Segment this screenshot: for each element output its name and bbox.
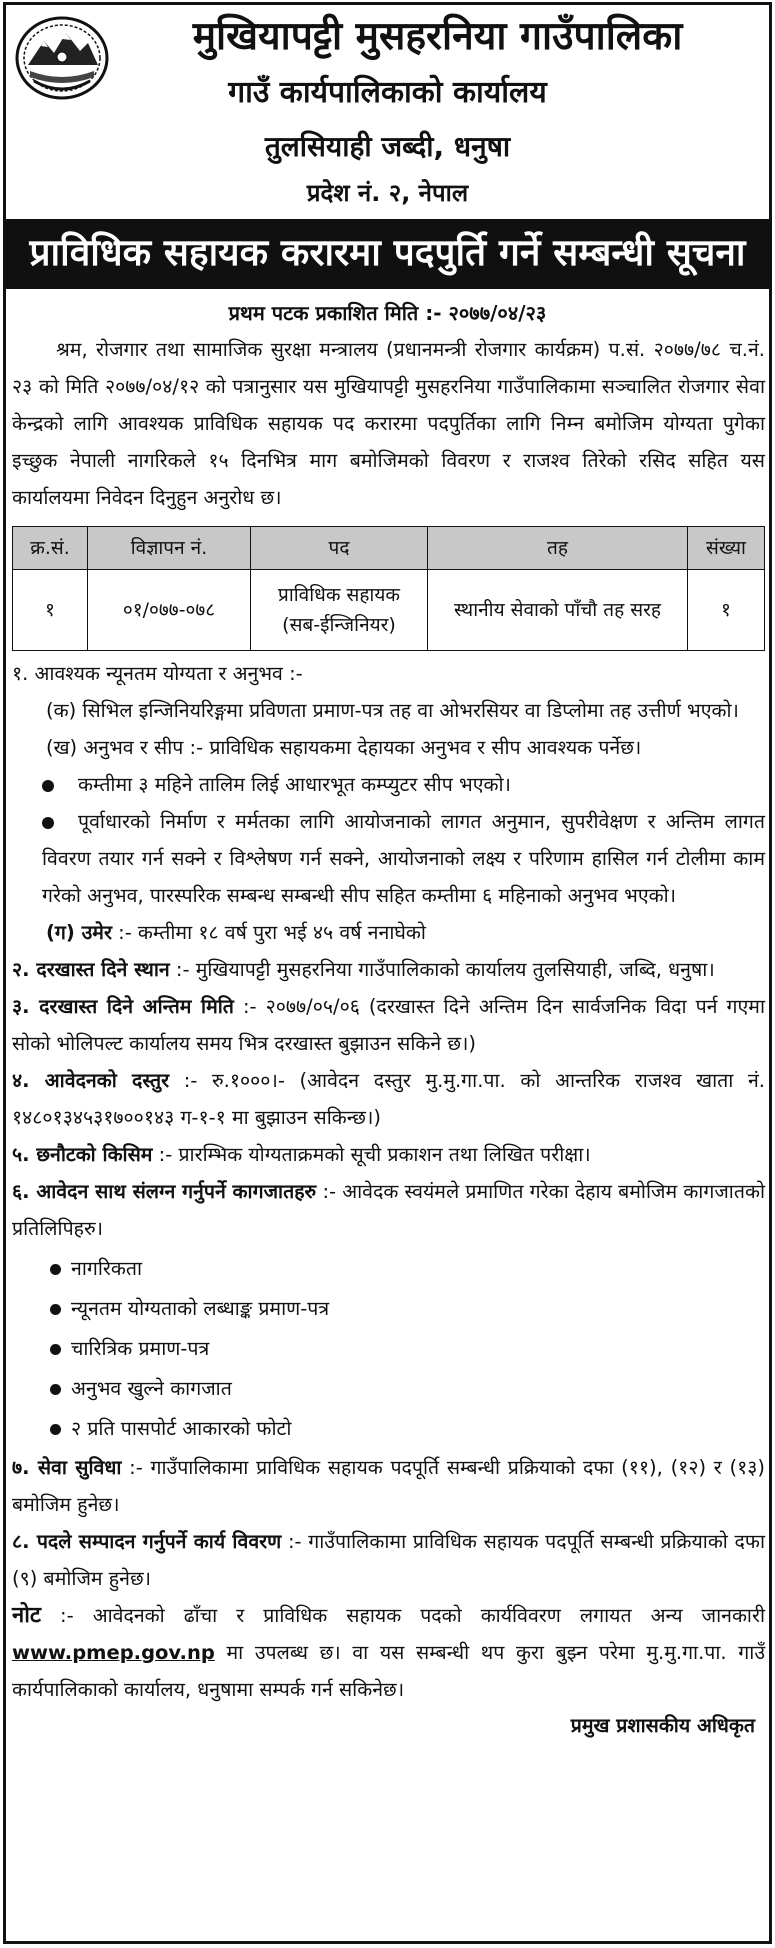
section-2 <box>12 951 765 988</box>
bullet-icon <box>50 1264 61 1275</box>
notice-page <box>3 2 772 1944</box>
section-5-text: :- प्रारम्भिक योग्यताक्रमको सूची प्रकाशन तथा लिखित परीक्षा। <box>158 1143 591 1166</box>
header <box>6 5 769 219</box>
bullet-icon <box>50 1304 61 1315</box>
pmep-website-link[interactable]: www.pmep.gov.np <box>12 1641 215 1664</box>
bullet-icon <box>42 780 54 792</box>
section-6-label: ६. आवेदन साथ संलग्न गर्नुपर्ने कागजातहरु <box>12 1180 317 1203</box>
section-7-label: ७. सेवा सुविधा <box>12 1456 122 1479</box>
cell-adv-no: ०१/०७७-०७८ <box>88 570 251 651</box>
bullet-2-text: पूर्वाधारको निर्माण र मर्मतका लागि आयोजनाको लागत अनुमान, सुपरीवेक्षण र अन्तिम लागत विवरण तयार गर्न सक्ने र विश्लेषण गर्न सक्ने, आयोजनाको लक्ष्य र परिणाम हासिल गर्न टोलीमा काम गरेको अनुभव, पारस्परिक सम्बन्ध सम्बन्धी सीप सहित कम्तीमा ६ महिनाको अनुभव भएको। <box>42 810 765 907</box>
section-4 <box>12 1062 765 1136</box>
col-post: पद <box>251 527 428 570</box>
age-text: :- कम्तीमा १८ वर्ष पुरा भई ४५ वर्ष ननाघेको <box>118 921 426 944</box>
published-date: प्रथम पटक प्रकाशित मिति :- २०७७/०४/२३ <box>228 301 547 325</box>
bullet-icon <box>50 1384 61 1395</box>
list-item <box>50 1329 765 1369</box>
experience-bullet-2 <box>42 803 765 914</box>
section-5-label: ५. छनौटको किसिम <box>12 1143 153 1166</box>
col-adv-no: विज्ञापन नं. <box>88 527 251 570</box>
org-name: मुखियापट्टी मुसहरनिया गाउँपालिका <box>192 14 683 59</box>
post-name: प्राविधिक सहायक <box>278 584 400 606</box>
section-1-title: १. आवश्यक न्यूनतम योग्यता र अनुभव :- <box>12 662 303 685</box>
office-name: गाउँ कार्यपालिकाको कार्यालय <box>228 75 547 110</box>
notice-title: प्राविधिक सहायक करारमा पदपुर्ति गर्ने सम्बन्धी सूचना <box>6 219 769 289</box>
section-5 <box>12 1136 765 1173</box>
section-3 <box>12 988 765 1062</box>
document-item-text: २ प्रति पासपोर्ट आकारको फोटो <box>71 1417 292 1440</box>
table-header-row <box>13 527 765 570</box>
intro-paragraph: श्रम, रोजगार तथा सामाजिक सुरक्षा मन्त्रालय (प्रधानमन्त्री रोजगार कार्यक्रम) प.सं. २०७७/७८ च.नं. २३ को मिति २०७७/०४/१२ को पत्रानुसार यस मुखियापट्टी मुसहरनिया गाउँपालिकामा सञ्चालित रोजगार सेवा केन्द्रको लागि आवश्यक प्राविधिक सहायक पद करारमा पदपुर्तिका लागि निम्न बमोजिम योग्यता पुगेका इच्छुक नेपाली नागरिकले १५ दिनभित्र माग बमोजिमको विवरण र राजश्व तिरेको रसिद सहित यस कार्यालयमा निवेदन दिनुहुन अनुरोध छ। <box>12 338 765 509</box>
bullet-icon <box>50 1424 61 1435</box>
table-row <box>13 570 765 651</box>
section-6-text: :- आवेदक स्वयंमले प्रमाणित गरेका देहाय बमोजिम कागजातको प्रतिलिपिहरु। <box>12 1180 766 1240</box>
section-4-label: ४. आवेदनको दस्तुर <box>12 1069 170 1092</box>
note <box>12 1597 765 1708</box>
document-item-text: चारित्रिक प्रमाण-पत्र <box>71 1337 210 1360</box>
section-4-text: :- रु.१०००।- (आवेदन दस्तुर मु.मु.गा.पा. को आन्तरिक राजश्व खाता नं. १४८०१३४५३१७००१४३ ग-१-१ मा बुझाउन सकिन्छ।) <box>12 1069 765 1129</box>
bullet-icon <box>42 817 54 829</box>
signature: प्रमुख प्रशासकीय अधिकृत <box>570 1714 755 1737</box>
vacancy-table <box>12 526 765 651</box>
note-text-2: मा उपलब्ध छ। वा यस सम्बन्धी थप कुरा बुझ्न परेमा मु.मु.गा.पा. गाउँ कार्यपालिकाको कार्यालय, धनुषामा सम्पर्क गर्न सकिनेछ। <box>12 1641 765 1701</box>
cell-count: १ <box>688 570 765 651</box>
list-item <box>50 1249 765 1289</box>
experience-kha: (ख) अनुभव र सीप :- प्राविधिक सहायकमा देहायका अनुभव र सीप आवश्यक पर्नेछ। <box>46 736 642 759</box>
section-3-label: ३. दरखास्त दिने अन्तिम मिति <box>12 995 234 1018</box>
section-7-text: :- गाउँपालिकामा प्राविधिक सहायक पदपूर्ति सम्बन्धी प्रक्रियाको दफा (११), (१२) र (१३) बमोजिम हुनेछ। <box>12 1456 766 1516</box>
section-6 <box>12 1173 765 1247</box>
section-7 <box>12 1449 765 1523</box>
cell-post <box>251 570 428 651</box>
age-ga <box>46 914 765 951</box>
note-label: नोट <box>12 1603 41 1628</box>
list-item <box>50 1369 765 1409</box>
province: प्रदेश नं. २, नेपाल <box>306 179 469 207</box>
section-2-text: :- मुखियापट्टी मुसहरनिया गाउँपालिकाको कार्यालय तुलसियाही, जब्दि, धनुषा। <box>175 958 715 981</box>
section-8-label: ८. पदले सम्पादन गर्नुपर्ने कार्य विवरण <box>12 1530 282 1553</box>
col-level: तह <box>428 527 688 570</box>
experience-bullet-1 <box>42 766 765 803</box>
section-8-text: :- गाउँपालिकामा प्राविधिक सहायक पदपूर्ति सम्बन्धी प्रक्रियाको दफा (९) बमोजिम हुनेछ। <box>12 1530 766 1590</box>
post-subtitle: (सब-ईन्जिनियर) <box>282 614 396 636</box>
office-location: तुलसियाही जब्दी, धनुषा <box>264 130 511 163</box>
bullet-icon <box>50 1344 61 1355</box>
col-count: संख्या <box>688 527 765 570</box>
document-list <box>50 1249 765 1449</box>
age-label: (ग) उमेर <box>46 921 112 944</box>
document-item-text: अनुभव खुल्ने कागजात <box>71 1377 232 1400</box>
qualification-ka: (क) सिभिल इन्जिनियरिङ्गमा प्रविणता प्रमाण-पत्र तह वा ओभरसियर वा डिप्लोमा तह उत्तीर्ण भएको। <box>46 699 739 722</box>
section-8 <box>12 1523 765 1597</box>
cell-sn: १ <box>13 570 88 651</box>
document-item-text: नागरिकता <box>71 1257 143 1280</box>
document-item-text: न्यूनतम योग्यताको लब्धाङ्क प्रमाण-पत्र <box>71 1297 330 1320</box>
section-2-label: २. दरखास्त दिने स्थान <box>12 958 170 981</box>
section-3-text: :- २०७७/०५/०६ (दरखास्त दिने अन्तिम दिन सार्वजनिक विदा पर्न गएमा सोको भोलिपल्ट कार्यालय समय भित्र दरखास्त बुझाउन सकिने छ।) <box>12 995 765 1055</box>
note-text-1: :- आवेदनको ढाँचा र प्राविधिक सहायक पदको कार्यविवरण लगायत अन्य जानकारी <box>60 1604 765 1627</box>
bullet-1-text: कम्तीमा ३ महिने तालिम लिई आधारभूत कम्प्युटर सीप भएको। <box>78 773 511 796</box>
list-item <box>50 1289 765 1329</box>
list-item <box>50 1409 765 1449</box>
notice-body <box>6 331 769 1744</box>
cell-level: स्थानीय सेवाको पाँचौ तह सरह <box>428 570 688 651</box>
col-sn: क्र.सं. <box>13 527 88 570</box>
